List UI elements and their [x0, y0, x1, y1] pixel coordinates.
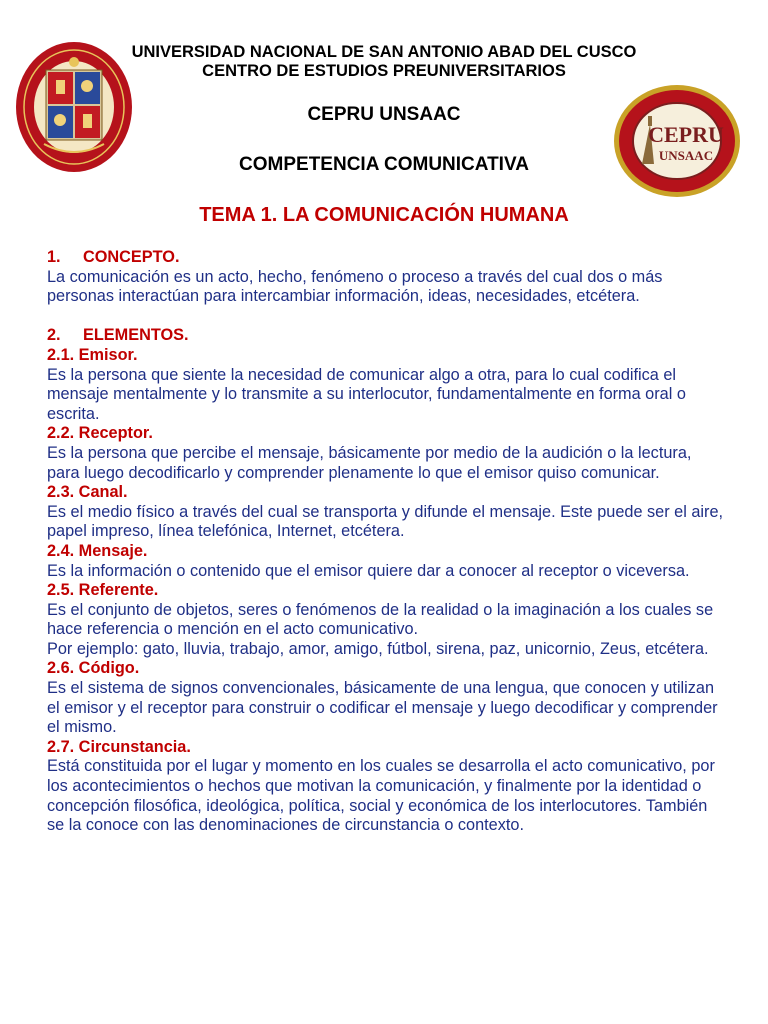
section-number: 1. [47, 248, 61, 266]
subsection-paragraph: Es el medio físico a través del cual se transporta y difunde el mensaje. Este puede ser el aire, papel impreso, línea telefónica, Internet, etcétera. [47, 502, 724, 541]
cepru-logo-icon [612, 84, 742, 199]
section-title: ELEMENTOS. [83, 326, 189, 345]
subsection-heading-circunstancia: 2.7. Circunstancia. [47, 737, 191, 756]
cepru-title: CEPRU UNSAAC [307, 104, 461, 125]
section-number: 2. [47, 326, 61, 345]
section-paragraph: La comunicación es un acto, hecho, fenómeno o proceso a través del cual dos o más personas interactúan para intercambiar información, ideas, necesidades, etcétera. [47, 267, 663, 306]
subsection-paragraph: Es la persona que percibe el mensaje, básicamente por medio de la audición o la lectura, para luego decodificarlo y comprender plenamente lo que el emisor quiso comunicar. [47, 443, 692, 482]
section-heading-elementos [47, 326, 727, 346]
subsection-paragraph: Está constituida por el lugar y momento en los cuales se desarrolla el acto comunicativo, por los acontecimientos o hechos que motivan la comunicación, y finalmente por la identidad o concepción filosófica, ideológica, política, social y económica de los interlocutores. También se la conoce con las denominaciones de circunstancia o contexto. [47, 757, 715, 835]
section-title: CONCEPTO. [83, 248, 180, 266]
course-title: COMPETENCIA COMUNICATIVA [239, 154, 529, 175]
cepru-logo-sub: UNSAAC [658, 148, 714, 163]
subsection-paragraph: Es el conjunto de objetos, seres o fenómenos de la realidad o la imaginación a los cuales se hace referencia o mención en el acto comunicativo. [47, 600, 714, 639]
subsection-paragraph: Es el sistema de signos convencionales, básicamente de una lengua, que conocen y utilizan el emisor y el receptor para construir o codificar el mensaje y luego decodificar y comprender el mismo. [47, 679, 718, 737]
subsection-heading-canal: 2.3. Canal. [47, 483, 128, 502]
subsection-heading-referente: 2.5. Referente. [47, 581, 159, 600]
subsection-heading-mensaje: 2.4. Mensaje. [47, 541, 148, 560]
subsection-example: Por ejemplo: gato, lluvia, trabajo, amor, amigo, fútbol, sirena, paz, unicornio, Zeus, etcétera. [47, 639, 709, 658]
document-body [47, 248, 727, 836]
topic-title: TEMA 1. LA COMUNICACIÓN HUMANA [199, 204, 569, 226]
subsection-paragraph: Es la información o contenido que el emisor quiere dar a conocer al receptor o viceversa. [47, 561, 690, 580]
center-name: CENTRO DE ESTUDIOS PREUNIVERSITARIOS [202, 62, 566, 80]
university-header [0, 43, 768, 81]
cepru-logo-main: CEPRU [648, 122, 724, 147]
subsection-heading-codigo: 2.6. Código. [47, 659, 140, 678]
subsection-heading-emisor: 2.1. Emisor. [47, 345, 138, 364]
university-name: UNIVERSIDAD NACIONAL DE SAN ANTONIO ABAD DEL CUSCO [131, 43, 637, 61]
subsection-heading-receptor: 2.2. Receptor. [47, 424, 153, 443]
section-heading-concepto [47, 248, 727, 268]
subsection-paragraph: Es la persona que siente la necesidad de comunicar algo a otra, para lo cual codifica el mensaje mentalmente y lo transmite a su interlocutor, fundamentalmente en forma oral o escrita. [47, 365, 686, 423]
